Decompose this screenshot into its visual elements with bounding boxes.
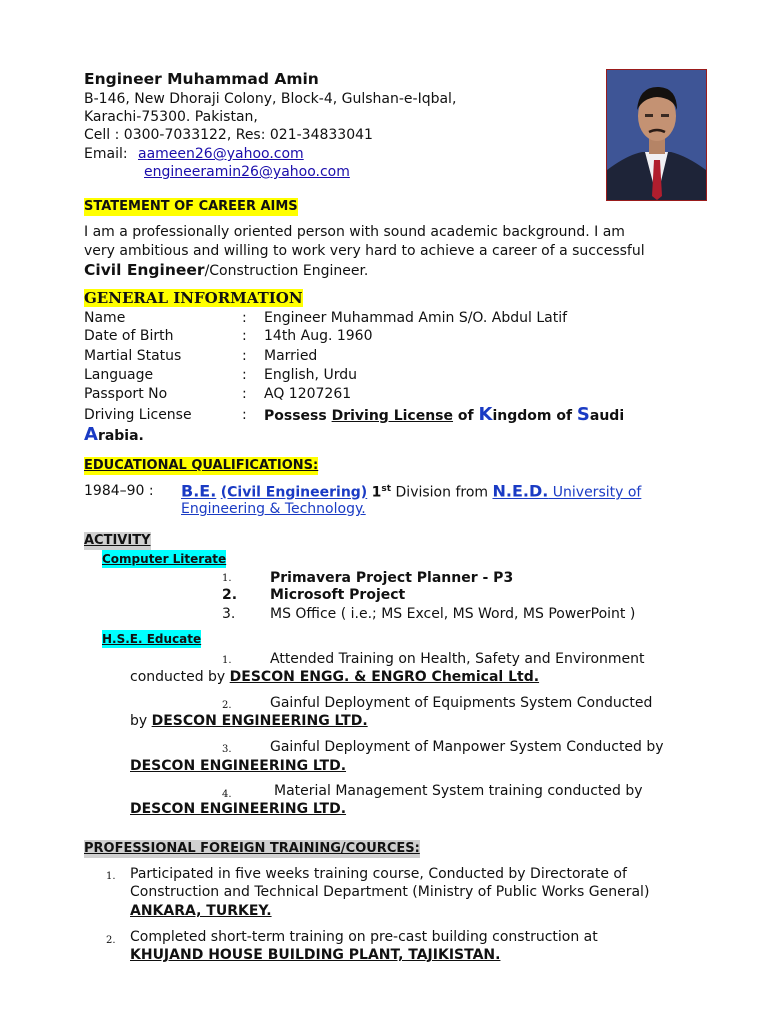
driving-initial: A bbox=[84, 424, 98, 445]
hse-item-line: Gainful Deployment of Equipments System Conducted bbox=[270, 695, 653, 711]
foreign-item-place: ANKARA, TURKEY. bbox=[130, 903, 272, 919]
hse-item-line: Material Management System training conducted by bbox=[274, 783, 643, 799]
portrait-photo-icon bbox=[606, 69, 707, 201]
list-number: 2. bbox=[106, 935, 116, 946]
foreign-item-line: Participated in five weeks training course, Conducted by Directorate of bbox=[130, 866, 627, 882]
foreign-item-line: Completed short-term training on pre-cast building construction at bbox=[130, 929, 598, 945]
value-martial-status: Married bbox=[264, 348, 318, 364]
activity-heading: ACTIVITY bbox=[84, 533, 151, 548]
value-dob: 14th Aug. 1960 bbox=[264, 328, 373, 344]
computer-literate-heading: Computer Literate bbox=[102, 552, 227, 566]
hse-org: DESCON ENGINEERING LTD. bbox=[151, 713, 368, 729]
computer-item: Primavera Project Planner - P3 bbox=[270, 570, 514, 586]
computer-item: Microsoft Project bbox=[270, 587, 406, 603]
education-line-1 bbox=[181, 480, 641, 502]
university-name-cont: Engineering & Technology. bbox=[181, 501, 366, 517]
hse-org: DESCON ENGINEERING LTD. bbox=[130, 758, 347, 774]
list-number: 3. bbox=[222, 744, 232, 755]
hse-org: DESCON ENGINEERING LTD. bbox=[130, 801, 347, 817]
general-info-heading: GENERAL INFORMATION bbox=[84, 289, 303, 307]
list-number: 1. bbox=[106, 871, 116, 882]
driving-text: Driving License bbox=[331, 408, 454, 424]
colon: : bbox=[242, 310, 247, 326]
address-line-1: B-146, New Dhoraji Colony, Block-4, Gulshan-e-Iqbal, bbox=[84, 91, 457, 107]
label-passport: Passport No bbox=[84, 386, 168, 402]
list-number: 2. bbox=[222, 700, 232, 711]
value-driving-license-cont bbox=[84, 426, 144, 445]
career-line-1: I am a professionally oriented person with sound academic background. I am bbox=[84, 224, 625, 240]
colon: : bbox=[242, 386, 247, 402]
driving-text: of bbox=[453, 408, 479, 424]
label-martial-status: Martial Status bbox=[84, 348, 182, 364]
value-driving-license bbox=[264, 406, 624, 425]
career-line-2: very ambitious and willing to work very hard to achieve a career of a successful bbox=[84, 243, 645, 259]
list-number: 3. bbox=[222, 606, 236, 622]
degree-field: (Civil Engineering) bbox=[220, 484, 368, 501]
value-language: English, Urdu bbox=[264, 367, 357, 383]
label-driving-license: Driving License bbox=[84, 407, 192, 423]
education-years: 1984–90 : bbox=[84, 483, 154, 499]
list-number: 2. bbox=[222, 587, 238, 603]
career-aims-heading: STATEMENT OF CAREER AIMS bbox=[84, 199, 298, 214]
career-line-3 bbox=[84, 261, 368, 280]
phone-line: Cell : 0300-7033122, Res: 021-34833041 bbox=[84, 127, 373, 143]
hse-item-line: Gainful Deployment of Manpower System Conducted by bbox=[270, 739, 664, 755]
computer-item: MS Office ( i.e.; MS Excel, MS Word, MS PowerPoint ) bbox=[270, 606, 636, 622]
construction-engineer-text: /Construction Engineer. bbox=[204, 263, 369, 279]
division-sup: st bbox=[381, 484, 392, 494]
foreign-item-line: Construction and Technical Department (Ministry of Public Works General) bbox=[130, 884, 650, 900]
driving-text: rabia. bbox=[97, 428, 144, 444]
list-number: 1. bbox=[222, 655, 232, 666]
driving-initial: K bbox=[478, 404, 493, 425]
hse-pre: conducted by bbox=[130, 669, 230, 685]
hse-item-line: Attended Training on Health, Safety and Environment bbox=[270, 651, 645, 667]
address-line-2: Karachi-75300. Pakistan, bbox=[84, 109, 258, 125]
foreign-training-heading: PROFESSIONAL FOREIGN TRAINING/COURCES: bbox=[84, 841, 420, 856]
degree: B.E. bbox=[181, 481, 217, 501]
email-link-1[interactable]: aameen26@yahoo.com bbox=[138, 146, 304, 162]
colon: : bbox=[242, 348, 247, 364]
colon: : bbox=[242, 367, 247, 383]
value-name: Engineer Muhammad Amin S/O. Abdul Latif bbox=[264, 310, 568, 326]
label-name: Name bbox=[84, 310, 126, 326]
university-abbr: N.E.D. bbox=[492, 481, 549, 501]
driving-initial: S bbox=[576, 404, 590, 425]
hse-pre: by bbox=[130, 713, 152, 729]
driving-text: audi bbox=[589, 408, 625, 424]
civil-engineer-text: Civil Engineer bbox=[84, 261, 205, 279]
hse-item-org-line bbox=[130, 668, 539, 686]
hse-org: DESCON ENGG. & ENGRO Chemical Ltd. bbox=[229, 669, 540, 685]
colon: : bbox=[242, 407, 247, 423]
email-label: Email: bbox=[84, 146, 128, 162]
hse-item-org-line bbox=[130, 712, 368, 730]
label-dob: Date of Birth bbox=[84, 328, 174, 344]
email-link-2[interactable]: engineeramin26@yahoo.com bbox=[144, 164, 350, 180]
foreign-item-place: KHUJAND HOUSE BUILDING PLANT, TAJIKISTAN. bbox=[130, 947, 501, 963]
list-number: 4. bbox=[222, 789, 232, 800]
label-language: Language bbox=[84, 367, 154, 383]
university-name: University of bbox=[548, 484, 642, 501]
candidate-name: Engineer Muhammad Amin bbox=[84, 70, 319, 88]
education-heading: EDUCATIONAL QUALIFICATIONS: bbox=[84, 458, 319, 473]
division-num: 1 bbox=[371, 484, 382, 501]
colon: : bbox=[242, 328, 247, 344]
value-passport: AQ 1207261 bbox=[264, 386, 352, 402]
division-text: Division from bbox=[391, 484, 493, 501]
driving-text: Possess bbox=[264, 408, 332, 424]
list-number: 1. bbox=[222, 573, 232, 584]
driving-text: ingdom of bbox=[492, 408, 577, 424]
hse-heading: H.S.E. Educate bbox=[102, 632, 202, 646]
